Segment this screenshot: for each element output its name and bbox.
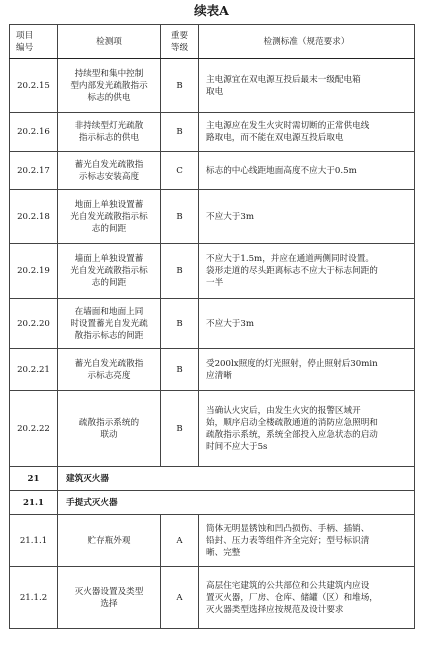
row-code: 21.1.1 bbox=[10, 515, 58, 567]
row-standard: 不应大于3m bbox=[199, 299, 415, 349]
row-grade: B bbox=[161, 113, 199, 152]
row-item: 蓄光自发光疏散指 示标志亮度 bbox=[58, 349, 161, 391]
row-item: 灭火器设置及类型 选择 bbox=[58, 567, 161, 629]
section-name: 手提式灭火器 bbox=[58, 491, 415, 515]
row-item: 贮存瓶外观 bbox=[58, 515, 161, 567]
row-standard: 筒体无明显锈蚀和凹凸损伤、手柄、插销、 铅封、压力表等组件齐全完好；型号标识清 晰、完整 bbox=[199, 515, 415, 567]
table-row bbox=[10, 113, 415, 152]
row-grade: B bbox=[161, 349, 199, 391]
row-standard: 当确认火灾后，由发生火灾的报警区域开 始，顺序启动全楼疏散通道的消防应急照明和 疏散指示系统，系统全部投入应急状态的启动 时间不应大于5s bbox=[199, 391, 415, 467]
table-row bbox=[10, 190, 415, 244]
table-row bbox=[10, 391, 415, 467]
header-code: 项目 编号 bbox=[10, 25, 58, 59]
row-code: 20.2.19 bbox=[10, 244, 58, 299]
section-name: 建筑灭火器 bbox=[58, 467, 415, 491]
row-standard: 主电源应在发生火灾时需切断的正常供电线 路取电，而不能在双电源互投后取电 bbox=[199, 113, 415, 152]
section-row bbox=[10, 467, 415, 491]
table-row bbox=[10, 515, 415, 567]
row-grade: B bbox=[161, 59, 199, 113]
row-code: 20.2.17 bbox=[10, 152, 58, 190]
row-code: 20.2.15 bbox=[10, 59, 58, 113]
row-standard: 不应大于1.5m，并应在通道两侧同时设置。 袋形走道的尽头距离标志不应大于标志间距的 一半 bbox=[199, 244, 415, 299]
row-grade: A bbox=[161, 515, 199, 567]
section-code: 21.1 bbox=[10, 491, 58, 515]
inspection-table bbox=[9, 24, 415, 629]
row-grade: C bbox=[161, 152, 199, 190]
row-code: 20.2.21 bbox=[10, 349, 58, 391]
row-standard: 受200lx照度的灯光照射，停止照射后30min 应清晰 bbox=[199, 349, 415, 391]
header-row bbox=[10, 25, 415, 59]
header-standard: 检测标准（规范要求） bbox=[199, 25, 415, 59]
header-grade: 重要 等级 bbox=[161, 25, 199, 59]
row-item: 在墙面和地面上同 时设置蓄光自发光疏 散指示标志的间距 bbox=[58, 299, 161, 349]
section-row bbox=[10, 491, 415, 515]
row-grade: B bbox=[161, 299, 199, 349]
row-item: 蓄光自发光疏散指 示标志安装高度 bbox=[58, 152, 161, 190]
row-standard: 高层住宅建筑的公共部位和公共建筑内应设 置灭火器，厂房、仓库、储罐（区）和堆场， 灭火器类型选择应按规范及设计要求 bbox=[199, 567, 415, 629]
table-row bbox=[10, 152, 415, 190]
row-item: 持续型和集中控制 型内部发光疏散指示 标志的供电 bbox=[58, 59, 161, 113]
row-grade: B bbox=[161, 190, 199, 244]
row-item: 非持续型灯光疏散 指示标志的供电 bbox=[58, 113, 161, 152]
row-grade: B bbox=[161, 244, 199, 299]
table-row bbox=[10, 567, 415, 629]
row-code: 21.1.2 bbox=[10, 567, 58, 629]
row-grade: B bbox=[161, 391, 199, 467]
table-row bbox=[10, 244, 415, 299]
table-title: 续表A bbox=[194, 3, 229, 18]
row-code: 20.2.20 bbox=[10, 299, 58, 349]
section-code: 21 bbox=[10, 467, 58, 491]
table-body bbox=[10, 59, 415, 629]
row-grade: A bbox=[161, 567, 199, 629]
header-item: 检测项 bbox=[58, 25, 161, 59]
row-standard: 不应大于3m bbox=[199, 190, 415, 244]
row-code: 20.2.16 bbox=[10, 113, 58, 152]
table-row bbox=[10, 349, 415, 391]
row-item: 地面上单独设置蓄 光自发光疏散指示标 志的间距 bbox=[58, 190, 161, 244]
row-code: 20.2.22 bbox=[10, 391, 58, 467]
row-standard: 主电源宜在双电源互投后最末一级配电箱 取电 bbox=[199, 59, 415, 113]
table-row bbox=[10, 299, 415, 349]
table-row bbox=[10, 59, 415, 113]
row-standard: 标志的中心线距地面高度不应大于0.5m bbox=[199, 152, 415, 190]
row-item: 墙面上单独设置蓄 光自发光疏散指示标 志的间距 bbox=[58, 244, 161, 299]
row-item: 疏散指示系统的 联动 bbox=[58, 391, 161, 467]
row-code: 20.2.18 bbox=[10, 190, 58, 244]
